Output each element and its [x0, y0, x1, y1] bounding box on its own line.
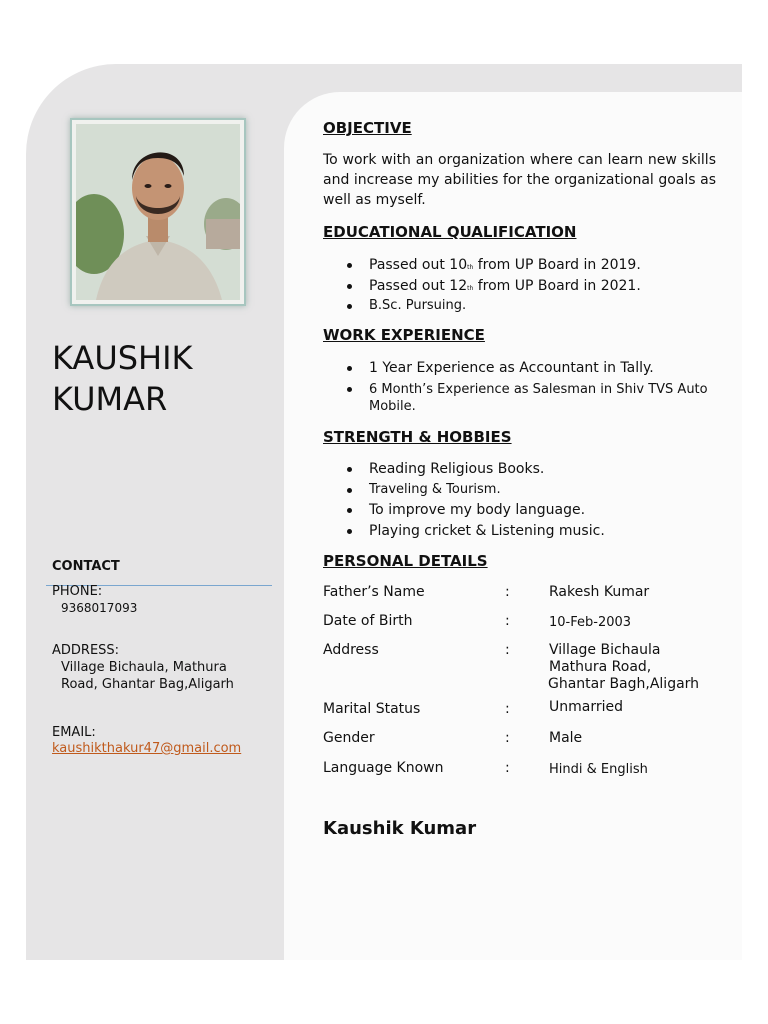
marital-status-value: Unmarried — [549, 699, 623, 715]
email-link[interactable]: kaushikthakur47@gmail.com — [52, 741, 242, 756]
list-item: To improve my body language. — [323, 500, 723, 521]
list-item: Playing cricket & Listening music. — [323, 521, 723, 542]
address-line-2: Road, Ghantar Bag,Aligarh — [61, 677, 234, 692]
gender-label: Gender — [323, 730, 375, 746]
gender-value: Male — [549, 730, 583, 746]
fathers-name-value: Rakesh Kumar — [549, 584, 650, 600]
email-label: EMAIL: — [52, 725, 96, 740]
address-detail-line-1: Village Bichaula — [549, 642, 661, 658]
list-item: Traveling & Tourism. — [323, 480, 723, 501]
address-line-1: Village Bichaula, Mathura — [61, 660, 227, 675]
phone-value: 9368017093 — [61, 601, 138, 615]
colon: : — [505, 730, 510, 746]
education-item-2-pre: Passed out 12 — [369, 277, 468, 294]
address-detail-line-2: Mathura Road, — [549, 659, 652, 675]
colon: : — [505, 701, 510, 717]
list-item — [323, 276, 723, 297]
hobbies-list — [323, 459, 723, 541]
profile-photo — [76, 124, 240, 300]
dob-value: 10-Feb-2003 — [549, 615, 632, 630]
education-item-1-post: from UP Board in 2019. — [473, 257, 641, 273]
phone-label: PHONE: — [52, 584, 103, 599]
hobbies-heading: STRENGTH & HOBBIES — [323, 428, 512, 446]
objective-heading: OBJECTIVE — [323, 119, 412, 137]
personal-heading: PERSONAL DETAILS — [323, 552, 488, 570]
contact-heading: CONTACT — [52, 559, 120, 574]
language-value: Hindi & English — [549, 762, 648, 777]
education-item-2-post: from UP Board in 2021. — [473, 277, 641, 294]
education-heading: EDUCATIONAL QUALIFICATION — [323, 223, 577, 241]
candidate-name — [52, 338, 272, 420]
work-list — [323, 358, 723, 415]
address-label: ADDRESS: — [52, 643, 120, 658]
list-item: 1 Year Experience as Accountant in Tally. — [323, 358, 723, 379]
list-item: B.Sc. Pursuing. — [323, 296, 723, 317]
colon: : — [505, 760, 510, 776]
work-heading: WORK EXPERIENCE — [323, 326, 485, 344]
colon: : — [505, 642, 510, 658]
list-item — [323, 255, 723, 276]
dob-label: Date of Birth — [323, 613, 413, 629]
profile-photo-frame — [70, 118, 246, 306]
education-item-1-pre: Passed out 10 — [369, 257, 468, 273]
signature-name: Kaushik Kumar — [323, 818, 477, 839]
language-label: Language Known — [323, 760, 444, 776]
colon: : — [505, 613, 510, 629]
education-list — [323, 255, 723, 317]
name-line-last: KUMAR — [52, 380, 168, 418]
colon: : — [505, 584, 510, 600]
address-detail-value — [549, 642, 739, 693]
objective-text: To work with an organization where can learn new skills and increase my abilities for the organizational goals as well as myself. — [323, 152, 716, 208]
name-line-first: KAUSHIK — [52, 339, 193, 377]
list-item: Reading Religious Books. — [323, 459, 723, 480]
address-detail-label: Address — [323, 642, 379, 658]
education-item-1-sup: th — [467, 264, 474, 271]
education-item-2-sup: th — [467, 284, 474, 292]
fathers-name-label: Father’s Name — [323, 584, 425, 600]
list-item: 6 Month’s Experience as Salesman in Shiv TVS Auto Mobile. — [323, 379, 723, 415]
address-detail-line-3: Ghantar Bagh,Aligarh — [548, 676, 700, 692]
marital-status-label: Marital Status — [323, 701, 421, 717]
